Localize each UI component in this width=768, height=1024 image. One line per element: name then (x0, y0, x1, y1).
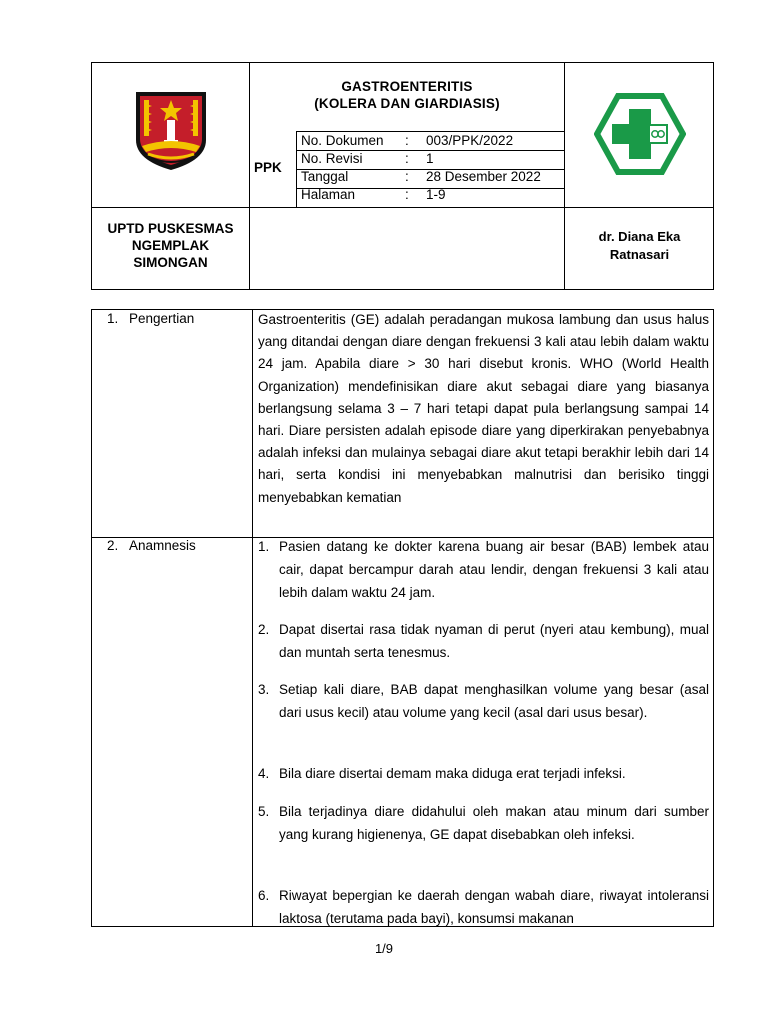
section-number: 1. (107, 311, 119, 326)
document-title: GASTROENTERITIS (341, 79, 473, 94)
organization-name (92, 220, 249, 271)
list-item (258, 536, 709, 604)
meta-value: 1 (426, 151, 434, 166)
list-item-number: 6. (258, 888, 270, 903)
signatory-line: Ratnasari (609, 247, 670, 262)
meta-value: 28 Desember 2022 (426, 169, 541, 184)
city-emblem-logo (134, 90, 208, 172)
meta-row-date (296, 168, 564, 187)
section-label-pengertian (107, 311, 194, 326)
section-title: Pengertian (129, 311, 195, 326)
list-item-number: 4. (258, 766, 270, 781)
meta-row-page (296, 186, 564, 205)
list-item-text: Bila diare disertai demam maka diduga erat terjadi infeksi. (279, 766, 626, 781)
list-item-text: Pasien datang ke dokter karena buang air besar (BAB) lembek atau cair, dapat bercampur darah atau lendir, dengan frekuensi 3 kali atau lebih dalam waktu 24 jam. (279, 539, 709, 600)
section-text-pengertian: Gastroenteritis (GE) adalah peradangan mukosa lambung dan usus halus yang ditandai dengan diare dengan frekuensi 3 kali atau lebih dalam waktu 24 jam. Apabila diare > 30 hari disebut kronis. WHO (World Health Organization) mendefinisikan diare akut sebagai diare yang biasanya berlangsung selama 3 – 7 hari tetapi dapat pula berlangsung sampai 14 hari. Diare persisten adalah episode diare yang diperkirakan penyebabnya adalah infeksi dan mulainya sebagai diare akut tetapi berakhir lebih dari 14 hari, serta kondisi ini menyebabkan malnutrisi dan berisiko tinggi menyebabkan kematian (258, 312, 709, 505)
list-item-text: Setiap kali diare, BAB dapat menghasilkan volume yang besar (asal dari usus kecil) atau volume yang kecil (asal dari usus besar). (279, 682, 709, 720)
list-item-number: 1. (258, 539, 270, 554)
list-item-text: Riwayat bepergian ke daerah dengan wabah diare, riwayat intoleransi laktosa (terutama pada bayi), konsumsi makanan (279, 888, 709, 926)
meta-separator: : (405, 169, 409, 184)
meta-row-revision (296, 150, 564, 169)
page-number: 1/9 (374, 941, 394, 956)
meta-value: 1-9 (426, 187, 446, 202)
list-item (258, 801, 709, 847)
organization-line: UPTD PUSKESMAS (107, 221, 234, 236)
divider (252, 310, 253, 926)
meta-separator: : (405, 187, 409, 202)
meta-row-document-number (296, 132, 564, 151)
list-item (258, 619, 709, 665)
organization-line: SIMONGAN (133, 255, 208, 270)
list-item (258, 763, 709, 786)
signatory-line: dr. Diana Eka (598, 229, 681, 244)
meta-label: No. Revisi (301, 151, 363, 166)
list-item (258, 679, 709, 725)
meta-label: No. Dokumen (301, 133, 384, 148)
list-item-number: 2. (258, 622, 270, 637)
section-number: 2. (107, 538, 119, 553)
list-item-number: 5. (258, 804, 270, 819)
section-label-anamnesis (107, 538, 196, 553)
list-item-text: Bila terjadinya diare didahului oleh makan atau minum dari sumber yang kurang higienenya, GE dapat disebabkan oleh infeksi. (279, 804, 709, 842)
meta-label: Halaman (301, 187, 356, 202)
document-subtitle: (KOLERA DAN GIARDIASIS) (314, 96, 500, 111)
meta-value: 003/PPK/2022 (426, 133, 514, 148)
ppk-label: PPK (254, 160, 282, 175)
divider (92, 207, 713, 208)
meta-label: Tanggal (301, 169, 349, 184)
list-item (258, 885, 709, 926)
list-item-number: 3. (258, 682, 270, 697)
list-item-text: Dapat disertai rasa tidak nyaman di perut (nyeri atau kembung), mual dan muntah serta tenesmus. (279, 622, 709, 660)
organization-line: NGEMPLAK (131, 238, 210, 253)
meta-separator: : (405, 133, 409, 148)
signatory-name (565, 228, 714, 264)
section-title: Anamnesis (129, 538, 196, 553)
puskesmas-logo (594, 93, 686, 175)
meta-separator: : (405, 151, 409, 166)
